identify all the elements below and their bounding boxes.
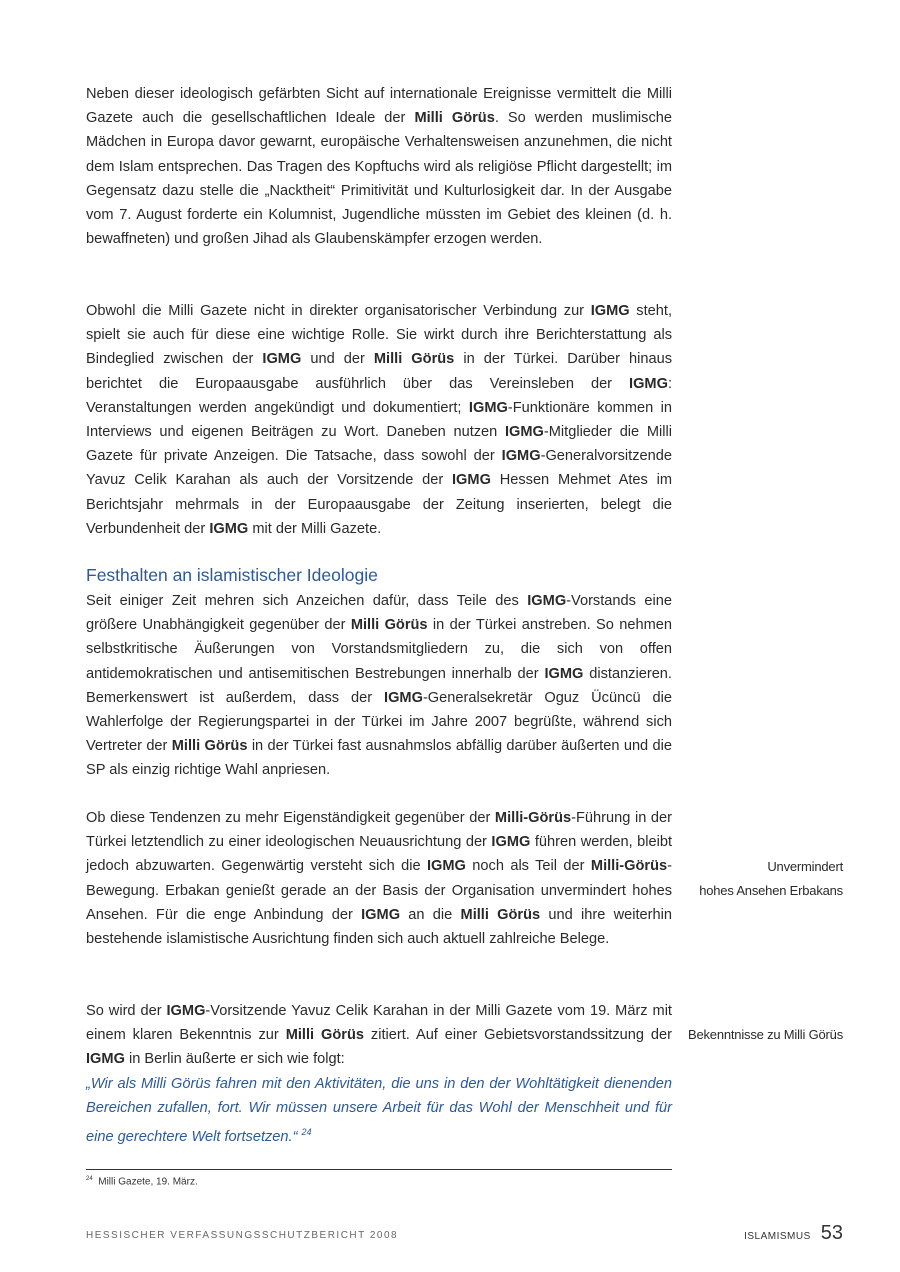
text-run: So wird der <box>86 1003 167 1019</box>
bold-term: IGMG <box>166 1003 206 1019</box>
text-run: -Führung in der Türkei letztendlich zu einer ideologischen Neuausrichtung der <box>86 810 673 851</box>
margin-note-erbakan-line1: Unvermindert <box>767 859 843 874</box>
text-run: . So werden muslimische Mädchen in Europa davor gewarnt, europäische Verhaltensweisen anzunehmen, die nicht dem Islam entsprechen. Das Tragen des Kopftuchs wird als religiöse Pflicht dargestellt; im Gegensatz dazu stelle die „Nacktheit“ Primitivität und Kulturlosigkeit dar. In der Ausgabe vom 7. August forderte ein Kolumnist, Jugendliche müssten im Gebiet des kleinen (d. h. bewaffneten) und großen Jihad als Glaubenskämpfer erzogen werden. <box>86 110 673 248</box>
text-run: -Funktionäre kommen in Interviews und eigenen Beiträgen zu Wort. Daneben nutzen <box>86 399 672 441</box>
text-run: : Veranstaltungen werden angekündigt und dokumentiert; <box>86 375 672 416</box>
text-run: und ihre weiterhin bestehende islamistische Ausrichtung finden sich auch aktuell zahlreiche Belege. <box>86 906 672 948</box>
bold-term: Milli Görüs <box>171 738 248 755</box>
text-run: distanzieren. Bemerkenswert ist außerdem, dass der <box>86 665 672 706</box>
footer-page-info <box>744 1222 843 1245</box>
text-run: in der Türkei anstreben. So nehmen selbstkritische Äußerungen von Vorstandsmitgliedern zu, die sich von offen antidemokratischen und antisemitischen Bestrebungen innerhalb der <box>86 617 673 682</box>
text-run: -Vorstands eine größere Unabhängigkeit gegenüber der <box>86 593 672 634</box>
footnote-number: 24 <box>86 1176 93 1182</box>
text-run: -Bewegung. Erbakan genießt gerade an der Basis der Organisation unvermindert hohes Ansehen. Für die enge Anbindung der <box>86 858 672 923</box>
text-run: in Berlin äußerte er sich wie folgt: <box>124 1051 345 1068</box>
footnote-text: Milli Gazete, 19. März. <box>98 1176 198 1188</box>
bold-term: Milli Görüs <box>460 906 541 923</box>
text-run: Seit einiger Zeit mehren sich Anzeichen dafür, dass Teile des <box>86 593 528 609</box>
text-run: noch als Teil der <box>465 858 591 875</box>
quote-footnote-ref: 24 <box>301 1127 312 1138</box>
footnote-divider <box>86 1169 672 1170</box>
margin-note-bekenntnisse <box>663 1023 843 1047</box>
bold-term: IGMG <box>590 303 630 319</box>
margin-note-bekenntnisse-text: Bekenntnisse zu Milli Görüs <box>688 1027 843 1042</box>
text-run: in der Türkei. Darüber hinaus berichtet die Europaausgabe ausführlich über das Vereinsleben der <box>86 351 673 392</box>
paragraph-3 <box>86 589 672 783</box>
text-run: -Generalvorsitzende Yavuz Celik Karahan als auch der Vorsitzende der <box>86 448 672 489</box>
text-run: -Vorsitzende Yavuz Celik Karahan in der Milli Gazete vom 19. März mit einem klaren Bekenntnis zur <box>86 1003 672 1044</box>
bold-term: IGMG <box>452 472 491 489</box>
bold-term: IGMG <box>629 375 668 392</box>
text-run: Obwohl die Milli Gazete nicht in direkter organisatorischer Verbindung zur <box>86 303 591 319</box>
bold-term: IGMG <box>86 1051 125 1068</box>
paragraph-3-container <box>86 589 672 783</box>
bold-term: IGMG <box>209 520 249 537</box>
bold-term: Milli Görüs <box>373 351 455 368</box>
bold-term: IGMG <box>504 424 544 441</box>
bold-term: Milli Görüs <box>350 617 428 634</box>
text-run: in der Türkei fast ausnahmslos abfällig darüber äußerten und die SP als einzig richtige Wahl anpriesen. <box>86 738 672 779</box>
section-heading-container <box>86 564 672 586</box>
bold-term: IGMG <box>361 906 401 923</box>
text-run: an die <box>400 906 461 923</box>
text-run: Ob diese Tendenzen zu mehr Eigenständigkeit gegenüber der <box>86 810 495 826</box>
bold-term: IGMG <box>262 351 302 368</box>
bold-term: IGMG <box>501 448 541 465</box>
bold-term: IGMG <box>527 593 567 609</box>
text-run: -Generalsekretär Oguz Ücüncü die Wahlerfolge der Regierungspartei in der Türkei im Jahre 2007 begrüßte, während sich Vertreter der <box>86 689 673 755</box>
paragraph-1 <box>86 82 672 251</box>
paragraph-2 <box>86 299 672 541</box>
paragraph-2-container <box>86 299 672 541</box>
text-run: zitiert. Auf einer Gebietsvorstandssitzung der <box>363 1027 672 1044</box>
bold-term: IGMG <box>426 858 466 875</box>
footer-publication-title: HESSISCHER VERFASSUNGSSCHUTZBERICHT 2008 <box>86 1230 399 1241</box>
text-run: und der <box>301 351 374 368</box>
text-run: -Mitglieder die Milli Gazete für private Anzeigen. Die Tatsache, dass sowohl der <box>86 424 672 465</box>
bold-term: Milli Görüs <box>285 1027 364 1044</box>
margin-note-erbakan <box>663 855 843 902</box>
text-run: steht, spielt sie auch für diese eine wichtige Rolle. Sie wirkt durch ihre Berichterstattung als Bindeglied zwischen der <box>86 303 673 368</box>
text-run: führen werden, bleibt jedoch abzuwarten. Gegenwärtig versteht sich die <box>86 834 672 875</box>
paragraph-1-container <box>86 82 672 251</box>
paragraph-5-container <box>86 999 672 1149</box>
footer-section-name: ISLAMISMUS <box>744 1231 811 1242</box>
text-run: mit der Milli Gazete. <box>248 520 382 537</box>
paragraph-4-container <box>86 806 672 951</box>
bold-term: IGMG <box>384 689 423 706</box>
bold-term: IGMG <box>544 665 584 682</box>
footnote <box>86 1173 198 1188</box>
bold-term: Milli-Görüs <box>590 858 668 875</box>
quote-block <box>86 1072 672 1149</box>
quote-text: „Wir als Milli Görüs fahren mit den Aktivitäten, die uns in den der Wohltätigkeit dienenden Bereichen zufallen, fort. Wir müssen unsere Arbeit für das Wohl der Menschheit und für eine gerechtere Welt fortsetzen.“ <box>86 1075 672 1145</box>
page-number: 53 <box>820 1222 843 1244</box>
paragraph-5 <box>86 999 672 1072</box>
text-run: Hessen Mehmet Ates im Berichtsjahr mehrmals in der Europaausgabe der Zeitung inserierten, belegt die Verbundenheit der <box>86 472 672 537</box>
text-run: Neben dieser ideologisch gefärbten Sicht auf internationale Ereignisse vermittelt die Milli Gazete auch die gesellschaftlichen Ideale der <box>86 86 672 127</box>
paragraph-4 <box>86 806 672 951</box>
bold-term: IGMG <box>468 399 508 416</box>
bold-term: IGMG <box>491 834 531 851</box>
margin-note-erbakan-line2: hohes Ansehen Erbakans <box>699 882 843 898</box>
section-heading: Festhalten an islamistischer Ideologie <box>86 565 378 585</box>
bold-term: Milli Görüs <box>414 110 495 127</box>
bold-term: Milli-Görüs <box>494 810 572 826</box>
